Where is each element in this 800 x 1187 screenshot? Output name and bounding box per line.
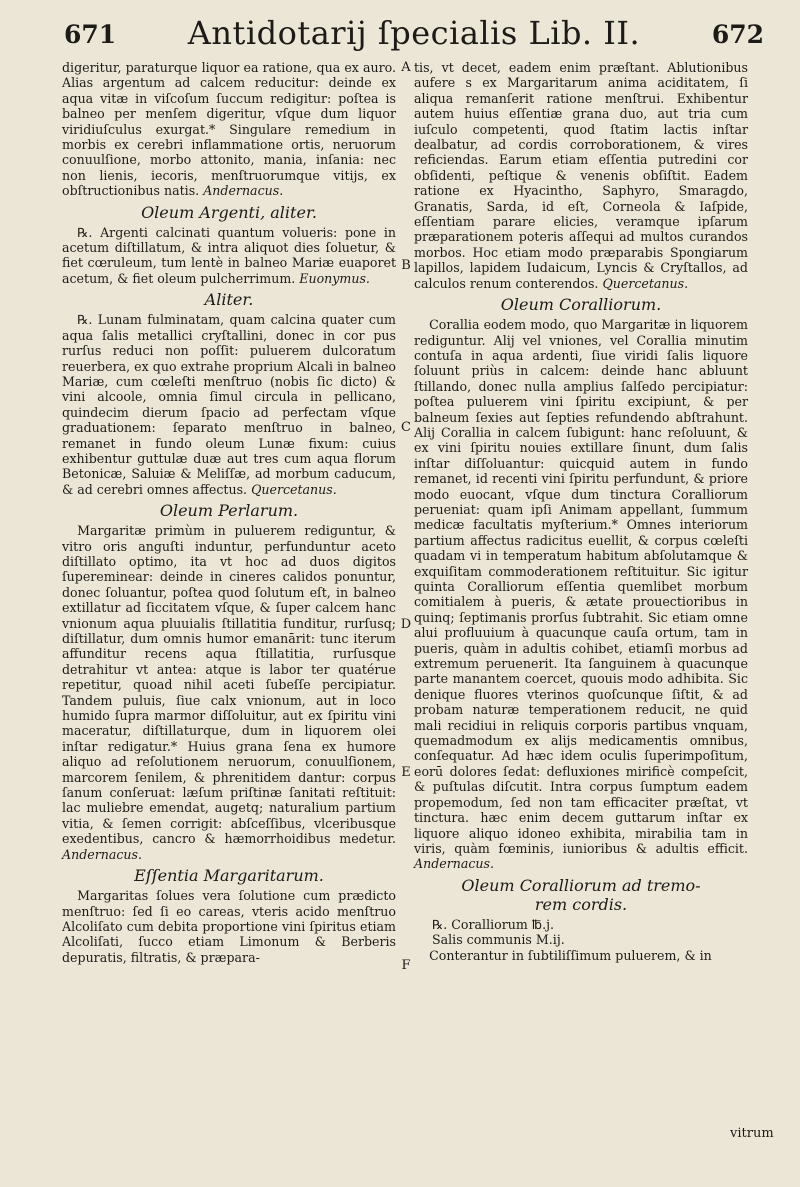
- paragraph: Conterantur in ſubtiliſſimum puluerem, & in: [429, 947, 712, 963]
- paragraph: Margaritas ſolues vera ſolutione cum prædicto menſtruo: ſed ſi eo careas, vteris acido menſtruo Alcoliſato cum debita proportione vini ſpiritus etiam Alcoliſati, ſucco etiam Limonum & Berberis depuratis, filtratis, & præpara-: [62, 888, 396, 965]
- section-heading: Oleum Coralliorum ad tremo-: [461, 875, 701, 895]
- section-heading: Oleum Coralliorum.: [500, 295, 662, 315]
- source-citation: Euonymus.: [299, 270, 370, 286]
- margin-letters: [398, 0, 414, 1187]
- source-citation: Andernacus.: [203, 183, 284, 199]
- margin-letter: C: [401, 420, 411, 435]
- source-citation: Andernacus.: [62, 846, 142, 862]
- section-heading: Eſſentia Margaritarum.: [134, 866, 324, 886]
- running-header: [64, 14, 764, 56]
- paragraph: Margaritæ primùm in puluerem rediguntur, & vitro oris anguſti induntur, perfunduntur aceto diſtillato optimo, ita vt hoc ad duos digitos ſupereminear: deinde in cineres calidos ponuntur, donec ſoluantur, poſtea quod ſolutum eſt, in balneo extillatur ad ſiccitatem vſque, & ſuper calcem hanc vnionum aqua pluuialis ſtillatitia funditur, rurſusq; diſtillatur, dum omnis humor emanārit: tunc iterum affunditur recens aqua ſtillatitia, rurſusque detrahitur vt antea: atque is labor ter quatérue repetitur, quoad nihil aceti ſubeſſe percipiatur. Tandem puluis, ſiue calx vnionum, aut in loco humido ſupra marmor diſſoluitur, aut ex ſpiritu vini maceratur, diſtillaturque, dum in liquorem olei inſtar redigatur.* Huius grana ſena ex humore aliquo ad reſolutionem neruorum, conuulſionem, marcorem ſenilem, & phrenitidem dantur: corpus ſanum conſeruat: læſum priſtinæ ſanitati reſtituit: lac muliebre emendat, augetq; naturalium partium vitia, & ſemen corrigit: abſceſſibus, vlceribusque exedentibus, cancro & hæmorrhoidibus medetur. Andernacus.: [62, 523, 396, 862]
- page-number-left: 671: [64, 20, 117, 49]
- source-citation: Quercetanus.: [602, 275, 689, 291]
- margin-letter: B: [401, 258, 411, 273]
- catchword: vitrum: [730, 1126, 774, 1141]
- section-heading: Oleum Argenti, aliter.: [141, 202, 317, 222]
- margin-letter: E: [401, 765, 411, 780]
- source-citation: Andernacus.: [414, 856, 494, 872]
- margin-letter: A: [401, 60, 411, 75]
- right-column: [414, 60, 748, 963]
- margin-letter: F: [401, 958, 411, 973]
- section-heading: Oleum Perlarum.: [159, 501, 299, 521]
- recipe-line: Salis communis M.ij.: [432, 932, 565, 948]
- paragraph: Corallia eodem modo, quo Margaritæ in liquorem rediguntur. Alij vel vniones, vel Corallia minutim contuſa in aqua ardenti, ſiue viridi ſalis liquore ſoluunt priùs in calcem: deinde hanc abluunt ſtillando, donec nulla amplius ſalſedo percipiatur: poſtea puluerem vini ſpiritu excipiunt, & per balneum ſexies aut ſepties refundendo abſtrahunt. Alij Corallia in calcem ſubigunt: hanc reſoluunt, & ex vini ſpiritu nouies extillare ſinunt, dum ſalis inſtar diſſoluantur: quicquid autem in fundo remanet, id recenti vini ſpiritu perfundunt, & priore modo euocant, vſque dum tinctura Coralliorum perueniat: quam ipſi Animam appellant, ſummum medicæ facultatis myſterium.* Omnes interiorum partium affectus radicitus euellit, & corpus cœleſti quadam vi in temperatum habitum abſolutamque & exquiſitam commoderationem reſtituitur. Sic igitur quinta Coralliorum eſſentia quemlibet morbum comitialem à pueris, & ætate prouectioribus in quinq; ſeptimanis prorſus ſubtrahit. Sic etiam omne alui profluuium à quacunque cauſa ortum, tam in pueris, quàm in adultis cohibet, etiamſi morbus ad extremum peruenerit. Ita ſanguinem à quacunque parte manantem coercet, quouis modo adhibita. Sic denique fluores vterinos quoſcunque ſiſtit, & ad probam naturæ temperationem reducit, ne quid mali recidiui in reliquis corporis partibus vnquam, quemadmodum ex alijs medicamentis omnibus, conſequatur. Ad hæc idem oculis ſuperimpoſitum, eorū dolores ſedat: defluxiones mirificè compeſcit, & puſtulas diſcutit. Intra corpus ſumptum eadem propemodum, ſed non tam efficaciter præſtat, vt tinctura. hæc enim decem guttarum inſtar ex liquore aliquo idoneo exhibita, mirabilia tam in viris, quàm fœminis, iunioribus & adultis efficit. Andernacus.: [414, 317, 748, 872]
- left-column: [62, 60, 396, 965]
- paragraph: digeritur, paraturque liquor ea ratione, qua ex auro. Alias argentum ad calcem reducitur: deinde ex aqua vitæ in viſcoſum ſuccum redigitur: poſtea is balneo per menſem digeritur, vſque dum liquor viridiuſculus exurgat.* Singulare remedium in morbis ex cerebri inflammatione ortis, neruorum conuulſione, morbo attonito, mania, inſania: nec non lienis, iecoris, menſtruorumque vitijs, ex obſtructionibus natis. Andernacus.: [62, 60, 396, 199]
- running-title: Antidotarij ſpecialis Lib. II.: [187, 14, 641, 52]
- source-citation: Quercetanus.: [251, 481, 337, 497]
- section-heading: Aliter.: [204, 290, 254, 310]
- paragraph: ℞. Lunam fulminatam, quam calcina quater cum aqua ſalis metallici cryſtallini, donec in cor pus rurſus reduci non poſſit: puluerem dulcoratum reuerbera, ex quo extrahe proprium Alcali in balneo Mariæ, cum cœleſti menſtruo (nobis ſic dicto) & vini alcoole, omnia ſimul circula in pellicano, quindecim dierum ſpacio ad perfectam vſque graduationem: ſeparato menſtruo in balneo, remanet in fundo oleum Lunæ fixum: cuius exhibentur guttulæ duæ aut tres cum aqua florum Betonicæ, Saluiæ & Meliſſæ, ad morbum caducum, & ad cerebri omnes affectus. Quercetanus.: [62, 312, 396, 497]
- paragraph: tis, vt decet, eadem enim præſtant. Ablutionibus aufere s ex Margaritarum anima aciditatem, ſi aliqua remanſerit ratione menſtrui. Exhibentur autem huius eſſentiæ grana duo, aut tria cum iuſculo competenti, quod ſtatim lactis inſtar dealbatur, ad cordis corroborationem, & vires reficiendas. Earum etiam eſſentia putredini cor obſidenti, peſtique & venenis obſiſtit. Eadem ratione ex Hyacintho, Saphyro, Smaragdo, Granatis, Sarda, id eſt, Corneola & Iaſpide, eſſentiam parare elicies, veramque ipſarum præparationem poteris aſſequi ad multos curandos morbos. Hoc etiam modo præparabis Spongiarum lapillos, lapidem Iudaicum, Lyncis & Cryſtallos, ad calculos renum conterendos. Quercetanus.: [414, 60, 748, 291]
- paragraph: ℞. Argenti calcinati quantum volueris: pone in acetum diſtillatum, & intra aliquot dies ſoluetur, & fiet cœruleum, tum lentè in balneo Mariæ euaporet acetum, & fiet oleum pulcherrimum. Euonymus.: [62, 224, 396, 286]
- section-heading: rem cordis.: [534, 894, 628, 914]
- page-number-right: 672: [711, 20, 764, 49]
- recipe-line: ℞. Coralliorum ℔.j.: [432, 916, 554, 932]
- margin-letter: D: [400, 617, 412, 632]
